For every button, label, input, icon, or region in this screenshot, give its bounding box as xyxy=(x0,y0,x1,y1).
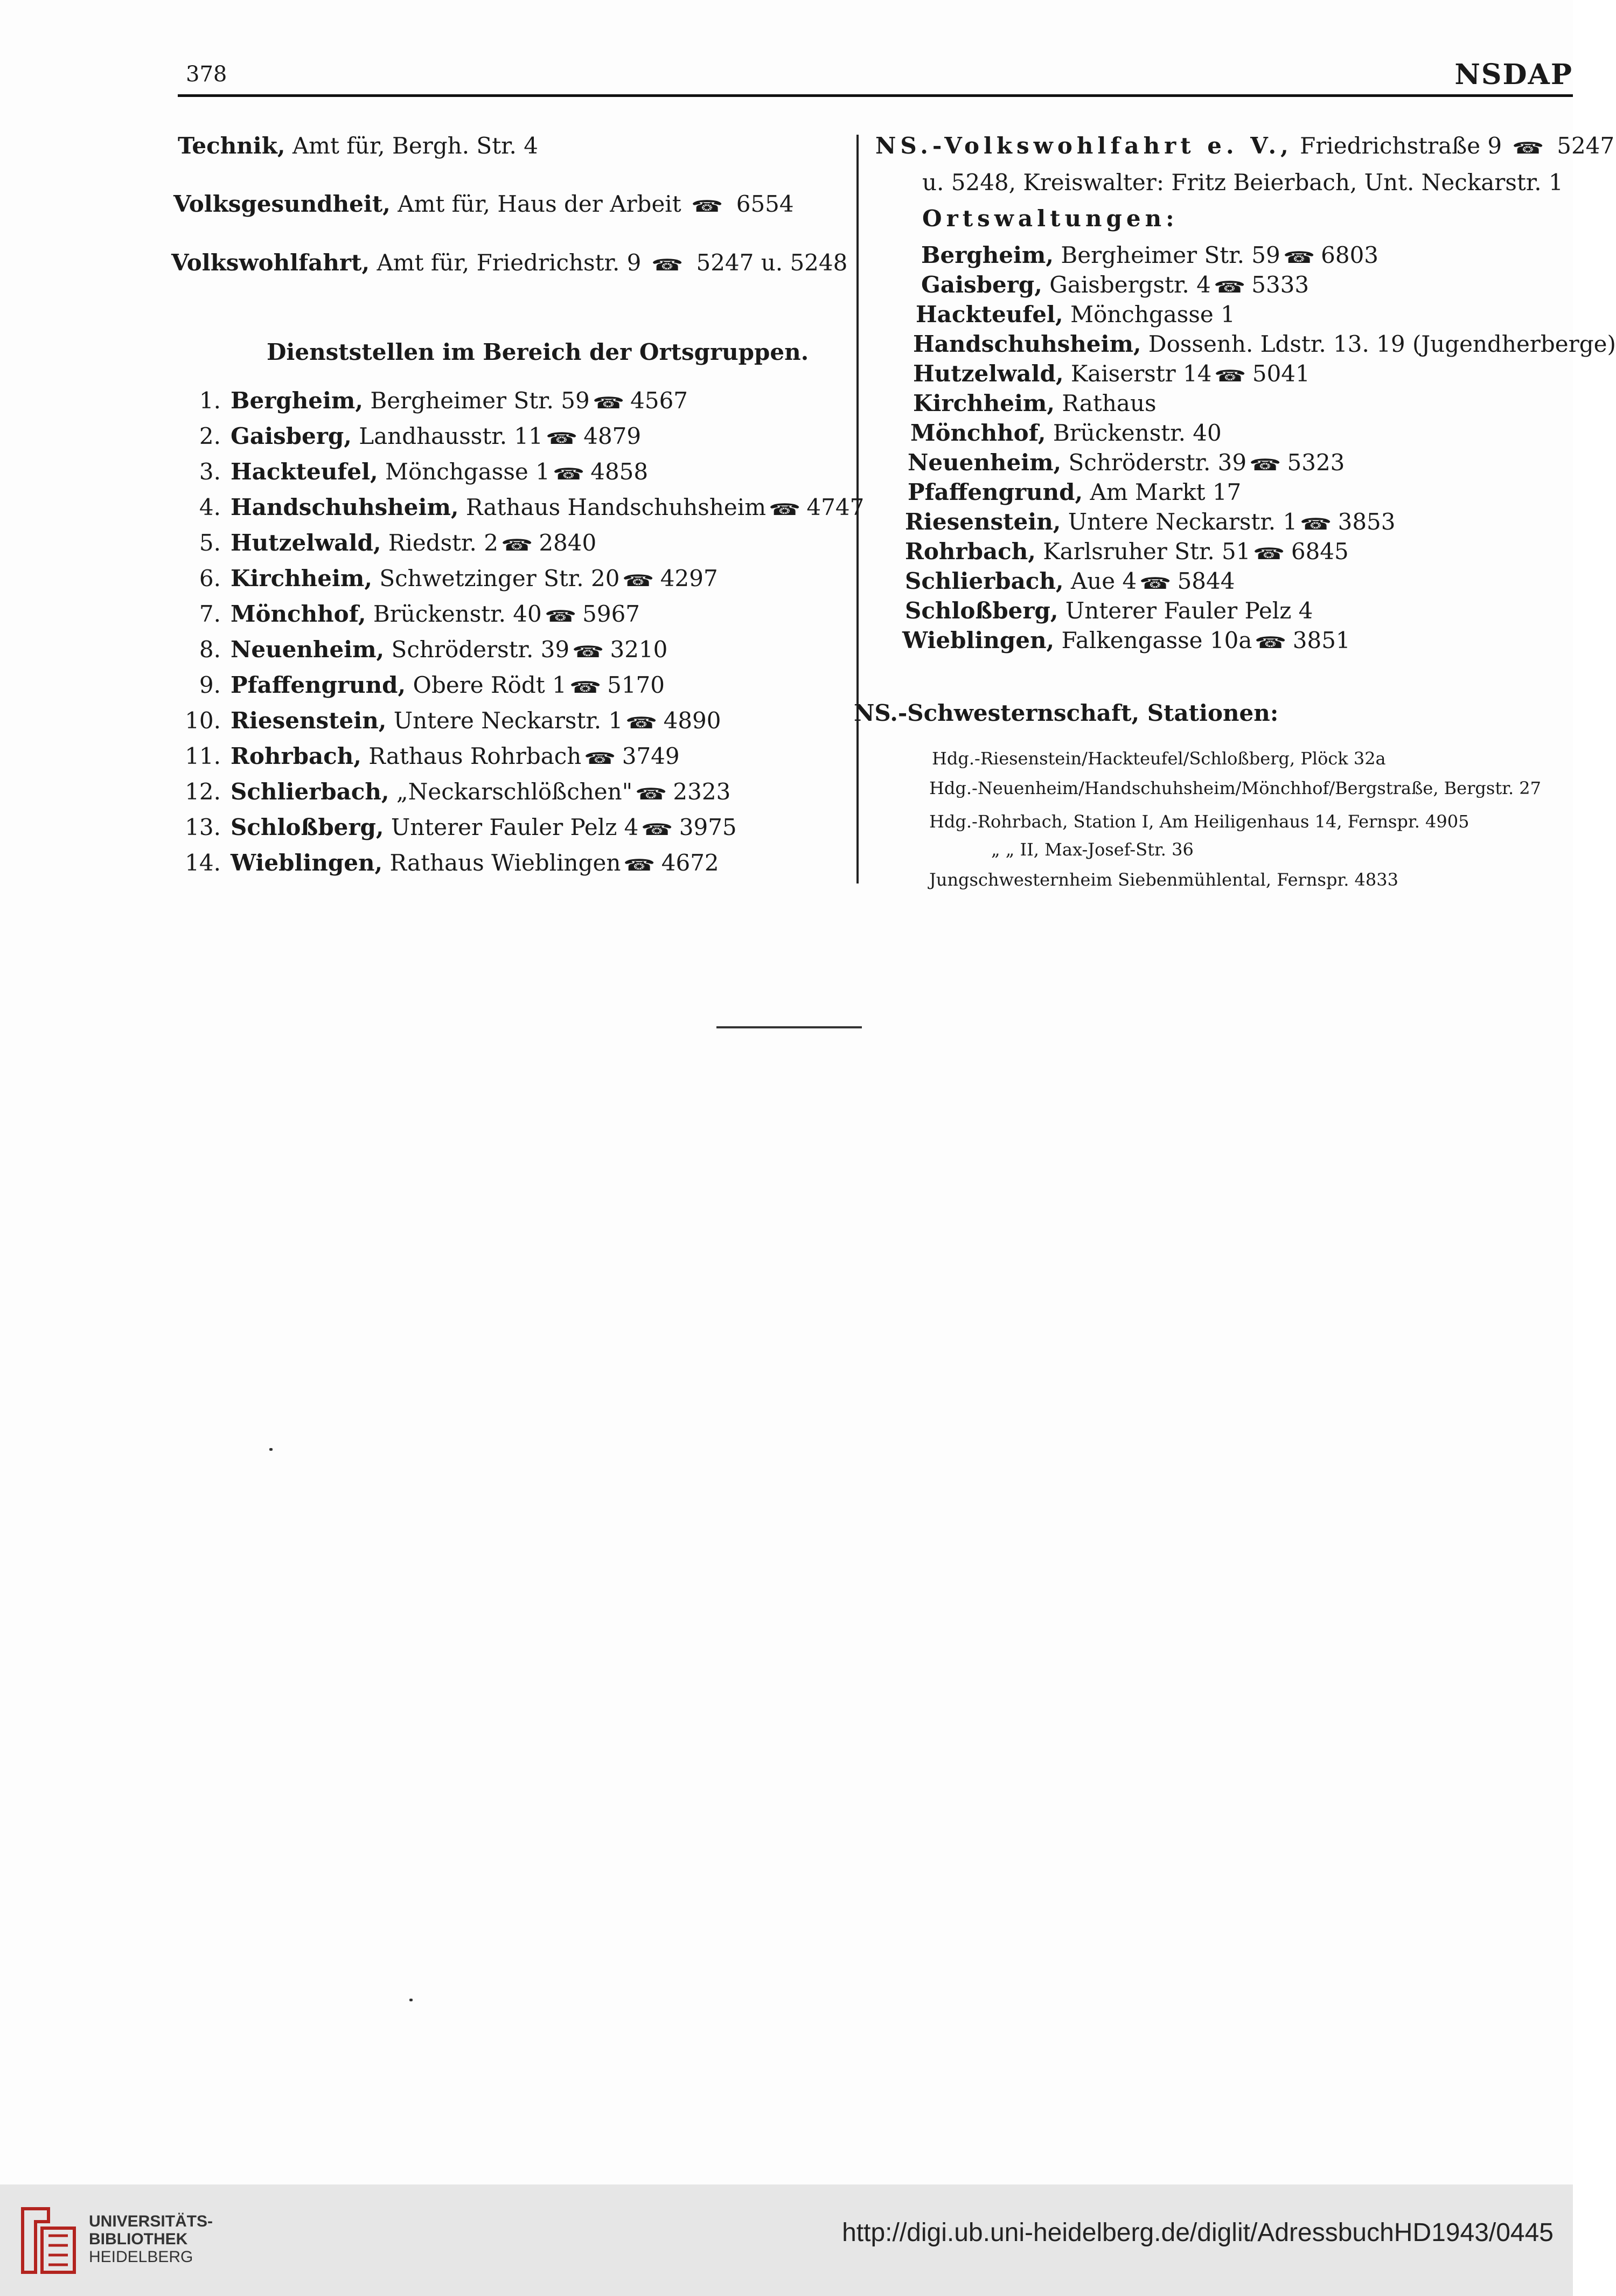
group-entry xyxy=(183,389,688,412)
entry-text: 13. xyxy=(185,814,221,840)
ortswaltung-entry xyxy=(921,274,1309,296)
entry-text: Rathaus Handschuhsheim xyxy=(465,494,767,520)
entry-text: „Neckarschlößchen" xyxy=(396,778,633,805)
telephone-icon: ☎ xyxy=(1283,248,1315,267)
entry-text: 6845 xyxy=(1291,538,1349,565)
group-entry xyxy=(183,458,649,485)
entry-text: Obere Rödt 1 xyxy=(413,672,567,698)
entry-text: 5333 xyxy=(1251,272,1309,298)
entry-text: 3749 xyxy=(622,743,680,769)
group-entry xyxy=(183,709,721,732)
ortswaltung-entry xyxy=(905,570,1235,593)
office-entry xyxy=(178,135,538,157)
group-entry xyxy=(183,674,665,697)
telephone-icon: ☎ xyxy=(622,572,655,590)
nsv-line2: u. 5248, Kreiswalter: Fritz Beierbach, Unt. Neckarstr. 1 xyxy=(922,169,1563,196)
entry-text: Untere Neckarstr. 1 xyxy=(393,707,623,734)
ortswaltung-entry xyxy=(921,244,1378,267)
office-entry xyxy=(171,249,848,276)
telephone-icon: ☎ xyxy=(768,500,801,519)
entry-text: Amt für, Bergh. Str. 4 xyxy=(292,133,538,159)
entry-text: 7. xyxy=(199,601,221,627)
telephone-icon: ☎ xyxy=(584,749,616,768)
entry-text: Rathaus Wieblingen xyxy=(389,850,621,876)
group-entry xyxy=(183,816,737,839)
group-entry xyxy=(183,852,719,874)
entry-text: Bergheim, xyxy=(231,387,363,414)
entry-text: Neuenheim, xyxy=(231,636,385,663)
ortswaltung-entry xyxy=(913,392,1157,415)
entry-text: Untere Neckarstr. 1 xyxy=(1068,509,1298,535)
running-title: NSDAP xyxy=(1454,58,1573,91)
group-entry xyxy=(183,532,596,554)
entry-text: Riedstr. 2 xyxy=(388,530,498,556)
scan-speck xyxy=(409,1999,413,2001)
nsv-heading xyxy=(875,135,1614,157)
group-entry xyxy=(183,745,680,768)
entry-text: Gaisberg, xyxy=(231,423,352,449)
entry-text: Volkswohlfahrt, xyxy=(171,249,370,276)
entry-text: Mönchhof, xyxy=(231,601,366,627)
entry-text: Mönchgasse 1 xyxy=(1070,301,1235,328)
entry-text: Kirchheim, xyxy=(231,565,372,592)
entry-text: Brückenstr. 40 xyxy=(1053,420,1222,446)
entry-text: Rohrbach, xyxy=(905,538,1036,565)
entry-text: Aue 4 xyxy=(1070,568,1137,594)
entry-text: Hutzelwald, xyxy=(231,530,381,556)
entry-text: BIBLIOTHEK xyxy=(89,2230,188,2248)
entry-text: 6803 xyxy=(1321,242,1379,268)
entry-text: Volksgesundheit, xyxy=(173,191,391,217)
entry-text: Brückenstr. 40 xyxy=(373,601,542,627)
telephone-icon: ☎ xyxy=(625,714,658,733)
telephone-icon: ☎ xyxy=(641,820,673,839)
entry-text: 11. xyxy=(185,743,221,769)
group-entry xyxy=(183,603,640,625)
entry-text: 4858 xyxy=(590,458,649,485)
entry-text: UNIVERSITÄTS- xyxy=(89,2212,213,2230)
entry-text: 3975 xyxy=(679,814,737,840)
ortswaltung-entry xyxy=(905,597,1313,624)
entry-text: Landhausstr. 11 xyxy=(359,423,543,449)
entry-text: Schröderstr. 39 xyxy=(391,636,570,663)
entry-text: Hutzelwald, xyxy=(913,360,1064,387)
entry-text: Schloßberg, xyxy=(905,597,1058,624)
entry-text: Rathaus xyxy=(1062,390,1157,416)
telephone-icon: ☎ xyxy=(635,785,667,804)
schwestern-station: Jungschwesternheim Siebenmühlental, Fernspr. 4833 xyxy=(929,869,1398,890)
telephone-icon: ☎ xyxy=(1213,278,1246,297)
entry-text: Bergheim, xyxy=(921,242,1054,268)
entry-text: 5247 xyxy=(1557,133,1615,159)
ortswaltung-entry xyxy=(908,451,1345,474)
entry-text: 6. xyxy=(199,565,221,592)
group-entry xyxy=(183,567,718,590)
entry-text: 10. xyxy=(185,707,221,734)
entry-text: 9. xyxy=(199,672,221,698)
entry-text: Schwetzinger Str. 20 xyxy=(379,565,620,592)
telephone-icon: ☎ xyxy=(651,256,684,275)
telephone-icon: ☎ xyxy=(1139,574,1172,593)
telephone-icon: ☎ xyxy=(691,197,723,216)
entry-text: Rohrbach, xyxy=(231,743,361,769)
telephone-icon: ☎ xyxy=(1214,367,1247,386)
group-entry xyxy=(183,425,641,448)
ortswaltung-entry xyxy=(905,540,1349,563)
entry-text: 3851 xyxy=(1292,627,1350,653)
ortswaltung-entry xyxy=(905,511,1395,533)
entry-text: 4297 xyxy=(660,565,718,592)
ortswaltung-entry xyxy=(913,333,1616,356)
telephone-icon: ☎ xyxy=(1511,139,1544,158)
entry-text: Kaiserstr 14 xyxy=(1070,360,1212,387)
entry-text: Wieblingen, xyxy=(902,627,1055,653)
entry-text: Hackteufel, xyxy=(231,458,378,485)
entry-text: HEIDELBERG xyxy=(89,2248,193,2266)
schwestern-title: NS.-Schwesternschaft, Stationen: xyxy=(854,700,1279,726)
telephone-icon: ☎ xyxy=(623,856,656,875)
header-rule xyxy=(178,94,1573,97)
entry-text: Amt für, Haus der Arbeit xyxy=(398,191,681,217)
entry-text: 4672 xyxy=(661,850,719,876)
footer-bar xyxy=(0,2184,1573,2296)
entry-text: 5. xyxy=(199,530,221,556)
entry-text: 5170 xyxy=(607,672,665,698)
schwestern-station: Hdg.-Rohrbach, Station I, Am Heiligenhaus 14, Fernspr. 4905 xyxy=(929,811,1469,832)
entry-text: 2840 xyxy=(539,530,597,556)
entry-text: 5247 u. 5248 xyxy=(696,249,848,276)
entry-text: Dossenh. Ldstr. 13. 19 (Jugendherberge) xyxy=(1148,331,1616,357)
entry-text: Friedrichstraße 9 xyxy=(1300,133,1502,159)
telephone-icon: ☎ xyxy=(544,607,577,626)
source-url-link[interactable]: http://digi.ub.uni-heidelberg.de/diglit/AdressbuchHD1943/0445 xyxy=(842,2218,1554,2247)
entry-text: Falkengasse 10a xyxy=(1061,627,1252,653)
entry-text: 5041 xyxy=(1252,360,1310,387)
page-number: 378 xyxy=(186,62,227,87)
entry-text: Karlsruher Str. 51 xyxy=(1043,538,1251,565)
telephone-icon: ☎ xyxy=(1249,456,1281,475)
entry-text: Hackteufel, xyxy=(916,301,1063,328)
entry-text: 1. xyxy=(199,387,221,414)
entry-text: 5323 xyxy=(1287,449,1345,476)
entry-text: Riesenstein, xyxy=(231,707,387,734)
telephone-icon: ☎ xyxy=(1255,634,1287,652)
entry-text: 14. xyxy=(185,850,221,876)
telephone-icon: ☎ xyxy=(592,394,625,413)
group-entry xyxy=(183,638,667,661)
entry-text: Rathaus Rohrbach xyxy=(368,743,582,769)
entry-text: Schlierbach, xyxy=(905,568,1064,594)
entry-text: Bergheimer Str. 59 xyxy=(370,387,590,414)
entry-text: 4567 xyxy=(630,387,688,414)
scan-speck xyxy=(269,1448,273,1451)
entry-text: Wieblingen, xyxy=(231,850,383,876)
entry-text: Handschuhsheim, xyxy=(913,331,1141,357)
entry-text: 6554 xyxy=(736,191,794,217)
entry-text: Am Markt 17 xyxy=(1090,479,1242,505)
entry-text: Unterer Fauler Pelz 4 xyxy=(391,814,639,840)
entry-text: Amt für, Friedrichstr. 9 xyxy=(377,249,642,276)
entry-text: Neuenheim, xyxy=(908,449,1062,476)
library-logo-icon xyxy=(16,2203,81,2279)
entry-text: Mönchgasse 1 xyxy=(385,458,550,485)
entry-text: Schlierbach, xyxy=(231,778,389,805)
entry-text: 4890 xyxy=(663,707,721,734)
entry-text: 2. xyxy=(199,423,221,449)
group-entry xyxy=(183,496,864,519)
section-title: Dienststellen im Bereich der Ortsgruppen. xyxy=(267,339,809,365)
ortswaltung-entry xyxy=(913,360,1310,387)
entry-text: 3. xyxy=(199,458,221,485)
entry-text: Handschuhsheim, xyxy=(231,494,459,520)
ortswaltung-entry xyxy=(916,303,1235,326)
schwestern-station: Hdg.-Riesenstein/Hackteufel/Schloßberg, Plöck 32a xyxy=(932,748,1386,769)
telephone-icon: ☎ xyxy=(552,465,585,484)
telephone-icon: ☎ xyxy=(545,429,578,448)
entry-text: Gaisberg, xyxy=(921,272,1042,298)
ortswaltung-entry xyxy=(908,481,1241,504)
entry-text: Unterer Fauler Pelz 4 xyxy=(1065,597,1313,624)
schwestern-station: „ „ II, Max-Josef-Str. 36 xyxy=(991,839,1194,860)
entry-text: Gaisbergstr. 4 xyxy=(1049,272,1211,298)
ortswaltungen-title: Ortswaltungen: xyxy=(922,205,1179,232)
end-rule xyxy=(716,1026,862,1028)
entry-text: NS.-Volkswohlfahrt e. V., xyxy=(875,133,1293,159)
entry-text: Riesenstein, xyxy=(905,509,1061,535)
entry-text: 2323 xyxy=(673,778,731,805)
group-entry xyxy=(183,778,731,805)
telephone-icon: ☎ xyxy=(569,678,602,697)
entry-text: 8. xyxy=(199,636,221,663)
entry-text: Pfaffengrund, xyxy=(908,479,1083,505)
telephone-icon: ☎ xyxy=(572,643,604,662)
office-entry xyxy=(173,193,794,215)
entry-text: Schröderstr. 39 xyxy=(1068,449,1247,476)
entry-text: 12. xyxy=(185,778,221,805)
entry-text: Kirchheim, xyxy=(913,390,1055,416)
entry-text: 3210 xyxy=(610,636,668,663)
entry-text: Technik, xyxy=(178,133,285,159)
telephone-icon: ☎ xyxy=(1253,545,1286,563)
entry-text: 5967 xyxy=(582,601,640,627)
schwestern-station: Hdg.-Neuenheim/Handschuhsheim/Mönchhof/Bergstraße, Bergstr. 27 xyxy=(929,778,1542,798)
ortswaltung-entry xyxy=(910,422,1222,444)
entry-text: Schloßberg, xyxy=(231,814,384,840)
entry-text: Pfaffengrund, xyxy=(231,672,406,698)
entry-text: 4879 xyxy=(583,423,642,449)
entry-text: 4. xyxy=(199,494,221,520)
library-name xyxy=(89,2212,213,2266)
entry-text: 5844 xyxy=(1177,568,1235,594)
entry-text: Bergheimer Str. 59 xyxy=(1061,242,1280,268)
ortswaltung-entry xyxy=(902,629,1350,652)
telephone-icon: ☎ xyxy=(500,536,533,555)
entry-text: 3853 xyxy=(1338,509,1396,535)
entry-text: Mönchhof, xyxy=(910,420,1046,446)
telephone-icon: ☎ xyxy=(1300,515,1332,534)
entry-text: 4747 xyxy=(806,494,865,520)
